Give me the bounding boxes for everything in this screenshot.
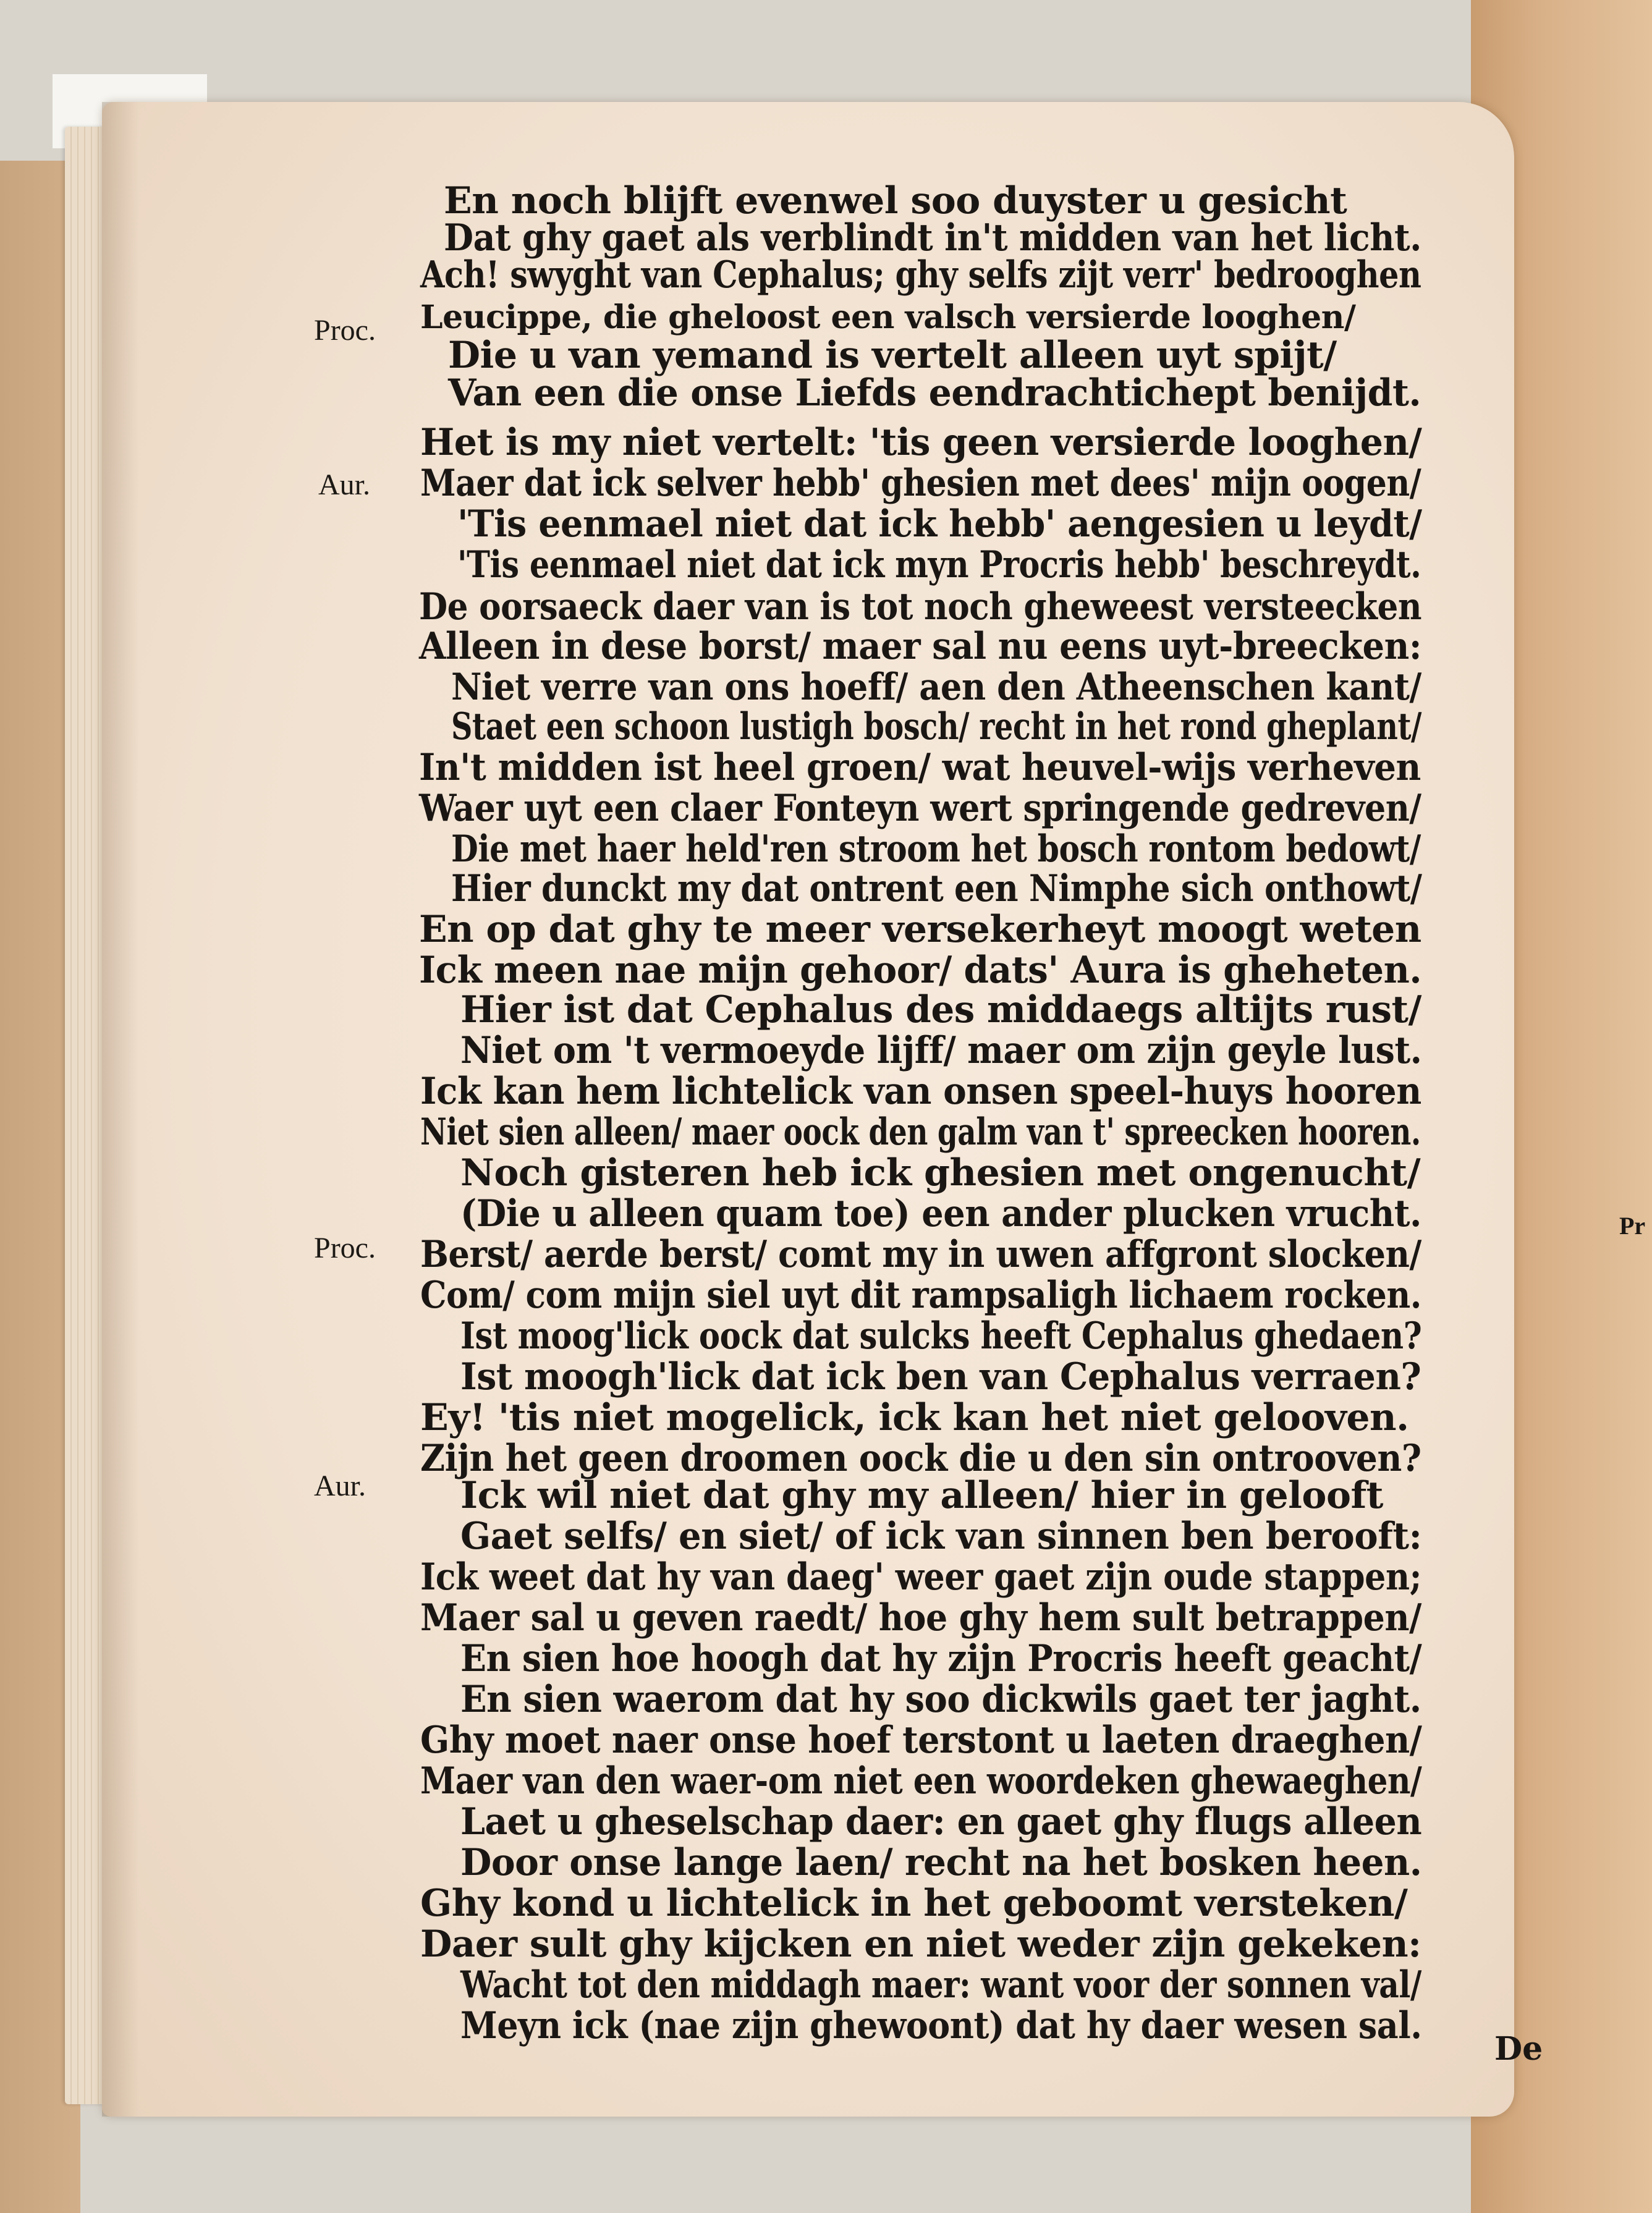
verse-line: Dat ghy gaet als verblindt in't midden van het licht. bbox=[444, 216, 1421, 260]
verse-line: Die met haer held'ren stroom het bosch rontom bedowt/ bbox=[451, 827, 1421, 871]
verse-line: Die u van yemand is vertelt alleen uyt spijt/ bbox=[448, 334, 1337, 377]
verse-line: Ghy moet naer onse hoef terstont u laeten draeghen/ bbox=[420, 1719, 1422, 1762]
speaker-label: Aur. bbox=[318, 468, 370, 501]
verse-line: (Die u alleen quam toe) een ander plucken vrucht. bbox=[460, 1192, 1421, 1235]
verse-line: Laet u gheselschap daer: en gaet ghy flugs alleen bbox=[460, 1800, 1422, 1843]
verse-line: Maer van den waer-om niet een woordeken ghewaeghen/ bbox=[420, 1759, 1422, 1803]
verse-line: Daer sult ghy kijcken en niet weder zijn gekeken: bbox=[420, 1923, 1421, 1966]
verse-line: 'Tis eenmael niet dat ick myn Procris hebb' beschreydt. bbox=[457, 543, 1421, 586]
verse-line: En op dat ghy te meer versekerheyt moogt weten bbox=[419, 908, 1421, 951]
verse-line: Staet een schoon lustigh bosch/ recht in het rond gheplant/ bbox=[451, 705, 1422, 748]
verse-line: Gaet selfs/ en siet/ of ick van sinnen ben berooft: bbox=[460, 1515, 1422, 1558]
verse-line: Wacht tot den middagh maer: want voor der sonnen val/ bbox=[460, 1963, 1421, 2007]
verse-line: Com/ com mijn siel uyt dit rampsaligh lichaem rocken. bbox=[420, 1274, 1421, 1317]
verse-line: Niet verre van ons hoeff/ aen den Atheenschen kant/ bbox=[451, 666, 1421, 709]
verse-line: Meyn ick (nae zijn ghewoont) dat hy daer wesen sal. bbox=[460, 2004, 1422, 2047]
verse-line: Door onse lange laen/ recht na het bosken heen. bbox=[460, 1841, 1422, 1884]
verse-line: Ist moog'lick oock dat sulcks heeft Cephalus ghedaen? bbox=[460, 1314, 1422, 1358]
verse-line: Maer dat ick selver hebb' ghesien met dees' mijn oogen/ bbox=[420, 462, 1421, 505]
verse-line: Waer uyt een claer Fonteyn wert springende gedreven/ bbox=[419, 787, 1421, 830]
verse-line: Niet om 't vermoeyde lijff/ maer om zijn geyle lust. bbox=[460, 1029, 1422, 1072]
verse-line: Zijn het geen droomen oock die u den sin ontrooven? bbox=[420, 1437, 1421, 1480]
speaker-label: Aur. bbox=[314, 1470, 366, 1502]
verse-line: Niet sien alleen/ maer oock den galm van t' spreecken hooren. bbox=[420, 1111, 1421, 1154]
verse-line: Ach! swyght van Cephalus; ghy selfs zijt verr' bedrooghen bbox=[420, 253, 1421, 297]
verse-line: In't midden ist heel groen/ wat heuvel-wijs verheven bbox=[419, 746, 1421, 789]
verse-line: Ey! 'tis niet mogelick, ick kan het niet gelooven. bbox=[420, 1396, 1409, 1439]
verse-line: Ick weet dat hy van daeg' weer gaet zijn oude stappen; bbox=[420, 1555, 1421, 1599]
facing-page-edge-text: Pr bbox=[1619, 1212, 1646, 1240]
verse-line: De oorsaeck daer van is tot noch gheweest versteecken bbox=[419, 585, 1422, 628]
verse-line: Hier ist dat Cephalus des middaegs altijts rust/ bbox=[460, 988, 1421, 1031]
speaker-label: Proc. bbox=[314, 314, 376, 347]
verse-line: Leucippe, die gheloost een valsch versierde looghen/ bbox=[420, 298, 1356, 336]
verse-line: Ick kan hem lichtelick van onsen speel-huys hooren bbox=[420, 1070, 1421, 1113]
verse-line: 'Tis eenmael niet dat ick hebb' aengesien u leydt/ bbox=[457, 502, 1422, 546]
verse-line: Hier dunckt my dat ontrent een Nimphe sich onthowt/ bbox=[451, 867, 1422, 910]
verse-line: Alleen in dese borst/ maer sal nu eens uyt-breecken: bbox=[419, 625, 1422, 668]
verse-line: Het is my niet vertelt: 'tis geen versierde looghen/ bbox=[420, 421, 1422, 464]
verse-line: Maer sal u geven raedt/ hoe ghy hem sult betrappen/ bbox=[420, 1596, 1421, 1640]
verse-line: Ghy kond u lichtelick in het geboomt versteken/ bbox=[420, 1882, 1408, 1925]
verse-line: Berst/ aerde berst/ comt my in uwen affgront slocken/ bbox=[420, 1233, 1421, 1276]
verse-line: Ick wil niet dat ghy my alleen/ hier in gelooft bbox=[460, 1474, 1383, 1517]
speaker-label: Proc. bbox=[314, 1232, 376, 1264]
verse-line: En noch blijft evenwel soo duyster u gesicht bbox=[444, 179, 1347, 222]
verse-line: En sien waerom dat hy soo dickwils gaet ter jaght. bbox=[460, 1678, 1421, 1721]
verse-line: Van een die onse Liefds eendrachtichept benijdt. bbox=[448, 371, 1421, 415]
verse-line: Ick meen nae mijn gehoor/ dats' Aura is gheheten. bbox=[419, 949, 1422, 992]
catchword: De bbox=[1494, 2030, 1543, 2068]
verse-line: Ist moogh'lick dat ick ben van Cephalus verraen? bbox=[460, 1355, 1421, 1398]
verse-line: Noch gisteren heb ick ghesien met ongenucht/ bbox=[460, 1151, 1421, 1195]
verse-line: En sien hoe hoogh dat hy zijn Procris heeft geacht/ bbox=[460, 1637, 1422, 1680]
